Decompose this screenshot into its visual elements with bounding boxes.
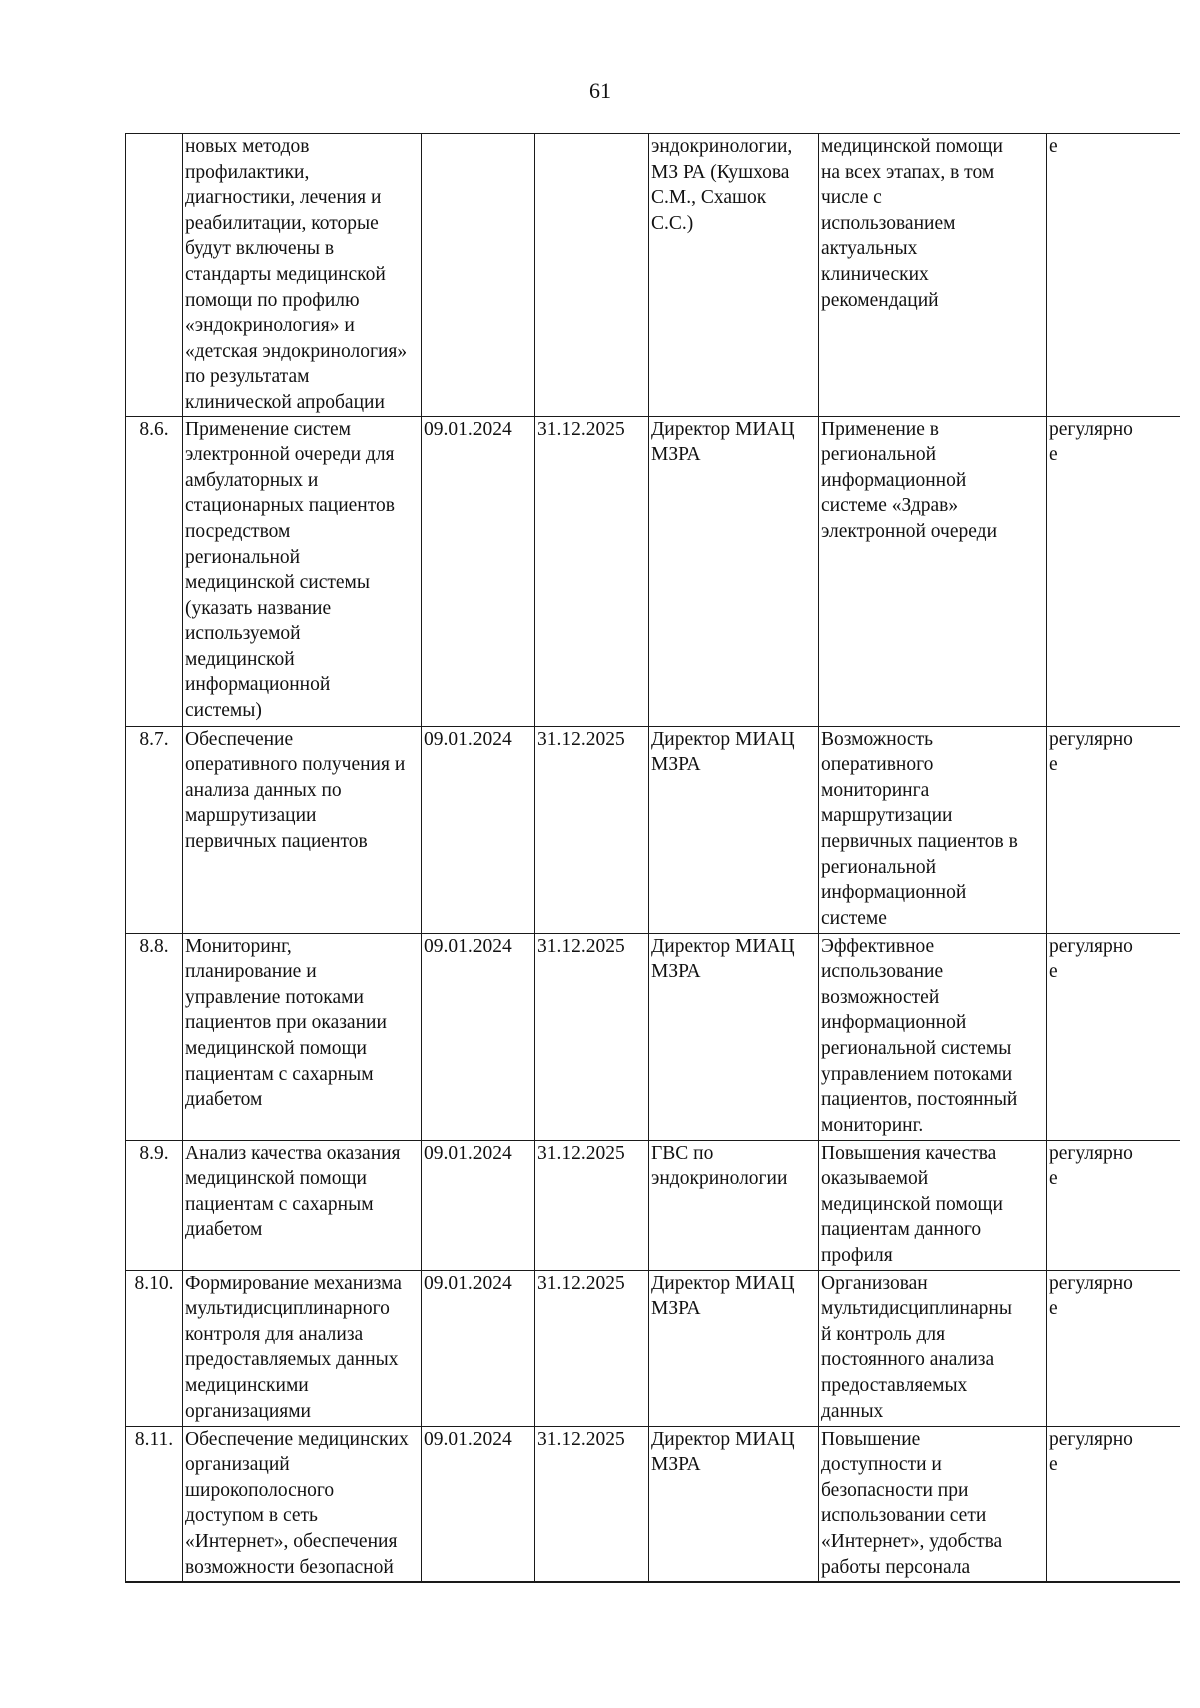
start-date-cell: 09.01.2024 (422, 1270, 535, 1426)
table-row (126, 933, 1180, 1140)
start-date-cell: 09.01.2024 (422, 726, 535, 933)
action-plan-table (125, 133, 1180, 1583)
activity-cell: Анализ качества оказания медицинской помощи пациентам с сахарным диабетом (183, 1140, 422, 1270)
table-row (126, 1270, 1180, 1426)
end-date-cell: 31.12.2025 (535, 1270, 649, 1426)
responsible-cell: эндокринологии, МЗ РА (Кушхова С.М., Схашок С.С.) (649, 134, 819, 417)
activity-cell: Формирование механизма мультидисциплинарного контроля для анализа предоставляемых данных медицинскими организациями (183, 1270, 422, 1426)
periodicity-cell: регулярно е (1047, 1140, 1180, 1270)
responsible-cell: ГВС по эндокринологии (649, 1140, 819, 1270)
start-date-cell: 09.01.2024 (422, 1140, 535, 1270)
periodicity-cell: регулярно е (1047, 1426, 1180, 1582)
result-cell: Повышение доступности и безопасности при использовании сети «Интернет», удобства работы персонала (819, 1426, 1047, 1582)
responsible-cell: Директор МИАЦ МЗРА (649, 1270, 819, 1426)
activity-cell: новых методов профилактики, диагностики, лечения и реабилитации, которые будут включены в стандарты медицинской помощи по профилю «эндокринология» и «детская эндокринология» по результатам клинической апробации (183, 134, 422, 417)
result-cell: медицинской помощи на всех этапах, в том числе с использованием актуальных клинических рекомендаций (819, 134, 1047, 417)
table-row (126, 1426, 1180, 1582)
responsible-cell: Директор МИАЦ МЗРА (649, 416, 819, 726)
row-number: 8.6. (126, 416, 183, 726)
start-date-cell: 09.01.2024 (422, 1426, 535, 1582)
end-date-cell (535, 134, 649, 417)
activity-cell: Применение систем электронной очереди для амбулаторных и стационарных пациентов посредством региональной медицинской системы (указать название используемой медицинской информационной системы) (183, 416, 422, 726)
activity-cell: Обеспечение оперативного получения и анализа данных по маршрутизации первичных пациентов (183, 726, 422, 933)
row-number (126, 134, 183, 417)
row-number: 8.8. (126, 933, 183, 1140)
row-number: 8.10. (126, 1270, 183, 1426)
end-date-cell: 31.12.2025 (535, 1140, 649, 1270)
end-date-cell: 31.12.2025 (535, 416, 649, 726)
end-date-cell: 31.12.2025 (535, 726, 649, 933)
table-row (126, 416, 1180, 726)
page-number: 61 (589, 78, 611, 103)
start-date-cell: 09.01.2024 (422, 933, 535, 1140)
table-row (126, 1140, 1180, 1270)
activity-cell: Обеспечение медицинских организаций широкополосного доступом в сеть «Интернет», обеспечения возможности безопасной (183, 1426, 422, 1582)
periodicity-cell: е (1047, 134, 1180, 417)
result-cell: Организован мультидисциплинарны й контроль для постоянного анализа предоставляемых данных (819, 1270, 1047, 1426)
result-cell: Возможность оперативного мониторинга маршрутизации первичных пациентов в региональной информационной системе (819, 726, 1047, 933)
start-date-cell: 09.01.2024 (422, 416, 535, 726)
table-row (126, 134, 1180, 417)
result-cell: Повышения качества оказываемой медицинской помощи пациентам данного профиля (819, 1140, 1047, 1270)
activity-cell: Мониторинг, планирование и управление потоками пациентов при оказании медицинской помощи пациентам с сахарным диабетом (183, 933, 422, 1140)
periodicity-cell: регулярно е (1047, 416, 1180, 726)
end-date-cell: 31.12.2025 (535, 1426, 649, 1582)
start-date-cell (422, 134, 535, 417)
end-date-cell: 31.12.2025 (535, 933, 649, 1140)
responsible-cell: Директор МИАЦ МЗРА (649, 1426, 819, 1582)
responsible-cell: Директор МИАЦ МЗРА (649, 933, 819, 1140)
result-cell: Применение в региональной информационной системе «Здрав» электронной очереди (819, 416, 1047, 726)
periodicity-cell: регулярно е (1047, 726, 1180, 933)
row-number: 8.11. (126, 1426, 183, 1582)
row-number: 8.7. (126, 726, 183, 933)
periodicity-cell: регулярно е (1047, 933, 1180, 1140)
periodicity-cell: регулярно е (1047, 1270, 1180, 1426)
table-row (126, 726, 1180, 933)
result-cell: Эффективное использование возможностей информационной региональной системы управлением потоками пациентов, постоянный мониторинг. (819, 933, 1047, 1140)
responsible-cell: Директор МИАЦ МЗРА (649, 726, 819, 933)
row-number: 8.9. (126, 1140, 183, 1270)
